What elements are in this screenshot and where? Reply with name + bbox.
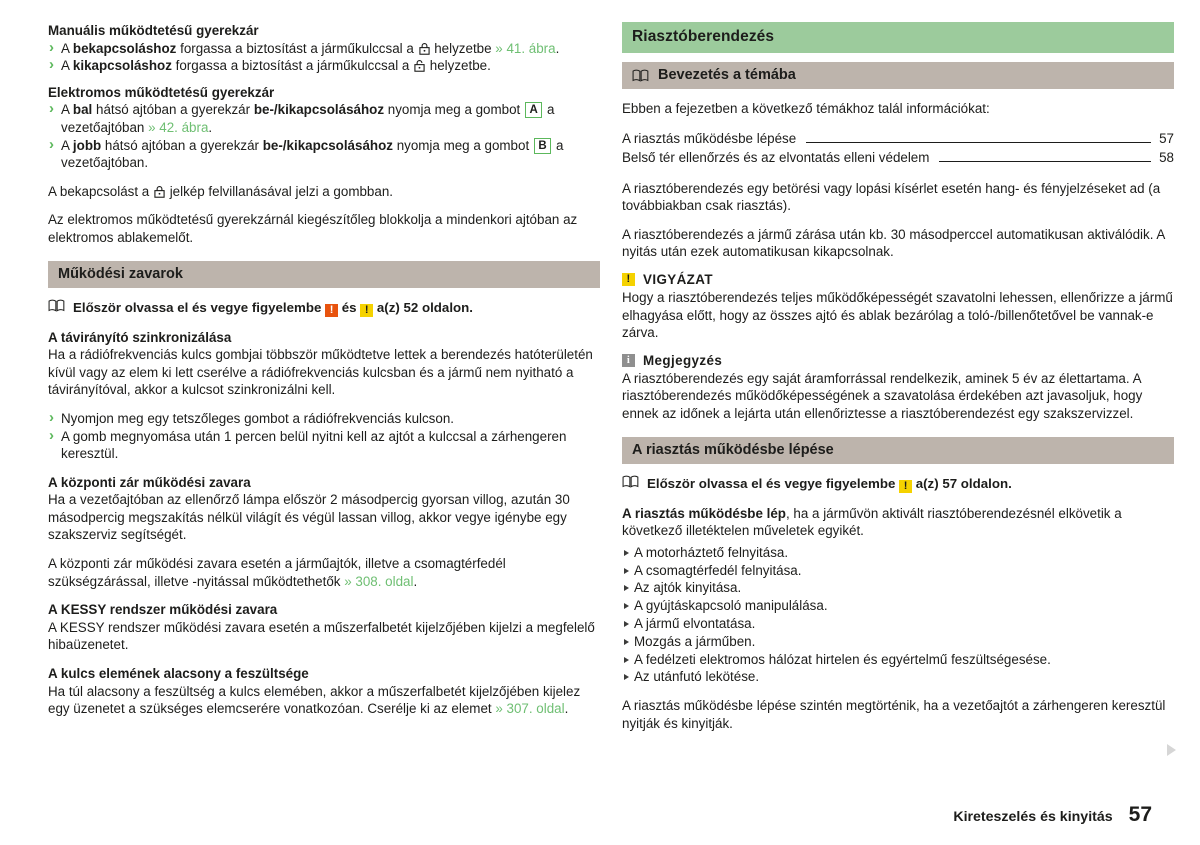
info-icon: i (622, 354, 635, 367)
text: A központi zár működési zavara esetén a járműajtók, illetve a csomagtérfedél szükségzárással, illetve -nyitással működtethetők (48, 556, 506, 589)
text: a(z) 57 oldalon. (912, 475, 1012, 491)
warning-icon: ! (622, 273, 635, 286)
footer-page-number: 57 (1128, 803, 1152, 826)
warning-icon: ! (360, 304, 373, 317)
list-item (48, 137, 600, 172)
topic-body-kessy: A KESSY rendszer működési zavara esetén a műszerfalbetét kijelzőjében kijelzi a megfelelő hibaüzenetet. (48, 619, 595, 653)
paragraph-lock-symbol (48, 183, 600, 201)
text: . (413, 573, 418, 589)
topic-body-central-lock-2 (48, 555, 600, 590)
text: helyzetbe. (426, 58, 491, 74)
warning-icon: ! (899, 480, 912, 493)
danger-icon: ! (325, 304, 338, 317)
read-first-text (647, 475, 1012, 493)
text: hátsó ajtóban a gyerekzár (101, 137, 263, 153)
left-column (48, 22, 600, 729)
toc-row[interactable] (622, 129, 1174, 149)
book-icon (622, 475, 639, 488)
toc-row[interactable] (622, 148, 1174, 168)
cross-reference-link[interactable]: » 42. ábra (148, 119, 209, 135)
text: forgassa a biztosítást a járműkulccsal a (171, 58, 414, 74)
bold-text: bal (72, 102, 93, 118)
text: A (61, 40, 73, 56)
note-label: Megjegyzés (643, 352, 723, 368)
toc-label: A riasztás működésbe lépése (622, 130, 797, 146)
toc-page: 58 (1159, 150, 1174, 166)
topic-body-central-lock: Ha a vezetőajtóban az ellenőrző lámpa először 2 másodpercig gyorsan villog, azután 30 másodpercig megszakítás nélkül világít és végül lassan villog, akkor vegye igénybe egy szakszerviz segítségét. (48, 492, 570, 543)
list-item: › A gomb megnyomása után 1 percen belül nyitni kell az ajtót a kulccsal a zárhengeren keresztül. (48, 428, 600, 463)
read-first-text (73, 299, 473, 317)
callout-key-b: B (534, 138, 551, 154)
list-item (48, 57, 600, 75)
text: . (208, 119, 213, 135)
lock-icon (154, 185, 165, 197)
list-item (48, 40, 600, 58)
text: Először olvassa el és vegye figyelembe (73, 299, 326, 315)
read-first-note-right (622, 475, 1174, 493)
right-column (622, 22, 1174, 743)
text: nyomja meg a gombot (384, 102, 524, 118)
text: A (61, 58, 73, 74)
bold-text: kikapcsoláshoz (72, 58, 172, 74)
text: . (555, 40, 560, 56)
intro-paragraph-1: A riasztóberendezés egy betörési vagy lopási kísérlet esetén hang- és fényjelzéseket ad (a továbbiakban csak riasztás). (622, 180, 1161, 214)
list-item: A jármű elvontatása. (622, 615, 1174, 633)
electric-childlock-list (48, 101, 600, 171)
topic-heading-sync: A távirányító szinkronizálása (48, 329, 232, 345)
bold-text: A riasztás működésbe lép (622, 505, 786, 521)
callout-key-a: A (525, 102, 542, 118)
continuation-arrow-icon (1167, 744, 1176, 756)
text: . (564, 701, 569, 717)
text: A bekapcsolást a (48, 183, 153, 199)
book-icon (48, 299, 65, 312)
text: jelkép felvillanásával jelzi a gombban. (165, 183, 393, 199)
subsection-header-alarm-trigger: A riasztás működésbe lépése (622, 437, 1174, 464)
text: Először olvassa el és vegye figyelembe (647, 475, 900, 491)
list-item: A csomagtérfedél felnyitása. (622, 562, 1174, 580)
footer-section-title: Kireteszelés és kinyitás (953, 809, 1113, 825)
topic-toc (622, 129, 1174, 168)
text: helyzetbe (430, 40, 496, 56)
topic-body-sync: Ha a rádiófrekvenciás kulcs gombjai többször működtetve lettek a berendezés hatóterületén kívül vagy az elem ki lett cserélve a rádiófrekvenciás kulcsban és a jármű nem nyitható a távirányítóval, akkor a kulcsot szinkronizálni kell. (48, 347, 593, 398)
list-item: Az ajtók kinyitása. (622, 579, 1174, 597)
subheading-manual-childlock: Manuális működtetésű gyerekzár (48, 23, 259, 38)
bold-text: jobb (72, 137, 102, 153)
warning-callout-body: Hogy a riasztóberendezés teljes működőképességét szavatolni lehessen, ellenőrizze a jármű elhagyása előtt, hogy az összes ajtó és ablak bezárólag a toló-/billenőtetővel be vannak-e zárva. (622, 289, 1173, 341)
page-footer (953, 803, 1152, 827)
text: hátsó ajtóban a gyerekzár (92, 102, 254, 118)
text: a vezetőajtóban (61, 102, 555, 135)
toc-page: 57 (1159, 130, 1174, 146)
note-callout-body: A riasztóberendezés egy saját áramforrással rendelkezik, aminek 5 év az élettartama. A riasztóberendezés működőképességének a szavatolása érdekében azt javasoljuk, hogy ennek az időnek a lejárta után ellenőriztesse a riasztóberendezést egy szakszervizzel. (622, 370, 1143, 421)
cross-reference-link[interactable]: » 307. oldal (495, 701, 565, 717)
toc-leader (939, 161, 1151, 162)
text: Ha túl alacsony a feszültség a kulcs elemében, akkor a műszerfalbetét kijelzőjében kijelez egy üzenetet a szükséges elemcserére vonatkozóan. Cserélje ki az elemet (48, 683, 581, 717)
note-callout-title (622, 353, 1174, 368)
manual-childlock-list (48, 40, 600, 75)
sync-steps-list (48, 410, 600, 463)
read-first-note-left (48, 299, 600, 317)
list-item: Az utánfutó lekötése. (622, 668, 1174, 686)
alarm-trigger-closing: A riasztás működésbe lépése szintén megtörténik, ha a vezetőajtót a zárhengeren keresztül nyitják és kinyitják. (622, 698, 1166, 731)
warning-callout-title (622, 272, 1174, 287)
lock-closed-icon (419, 42, 430, 54)
lock-open-icon (414, 59, 425, 71)
toc-leader (806, 142, 1151, 143)
list-item: A gyújtáskapcsoló manipulálása. (622, 597, 1174, 615)
text: a vezetőajtóban. (61, 137, 564, 171)
topic-heading-kessy: A KESSY rendszer működési zavara (48, 602, 278, 618)
intro-paragraph-2: A riasztóberendezés a jármű zárása után kb. 30 másodperccel automatikusan aktiválódik. A nyitás után ezek automatikusan kikapcsolnak. (622, 226, 1165, 260)
warning-label: VIGYÁZAT (643, 271, 713, 287)
subsection-header-intro (622, 62, 1174, 89)
text: forgassa a biztosítást a járműkulccsal a (176, 40, 418, 56)
subsection-header-label: Bevezetés a témába (658, 67, 796, 83)
bold-text: be-/kikapcsolásához (262, 137, 393, 153)
section-header-malfunctions: Működési zavarok (48, 261, 600, 288)
list-item: Mozgás a járműben. (622, 633, 1174, 651)
topic-body-battery (48, 683, 600, 718)
toc-label: Belső tér ellenőrzés és az elvontatás elleni védelem (622, 150, 930, 166)
topic-heading-central-lock: A központi zár működési zavara (48, 474, 251, 490)
text: és (338, 299, 361, 315)
alarm-trigger-list (622, 544, 1174, 686)
subheading-electric-childlock: Elektromos működtetésű gyerekzár (48, 84, 275, 100)
bold-text: bekapcsoláshoz (72, 40, 177, 56)
alarm-trigger-lead (622, 505, 1174, 540)
list-item: A motorháztető felnyitása. (622, 544, 1174, 562)
paragraph-window-block: Az elektromos működtetésű gyerekzárnál kiegészítőleg blokkolja a mindenkori ajtóban az elektromos ablakemelőt. (48, 212, 578, 245)
topic-heading-battery: A kulcs elemének alacsony a feszültsége (48, 666, 309, 682)
text: a(z) 52 oldalon. (373, 299, 473, 315)
text: nyomja meg a gombot (392, 137, 533, 153)
bold-text: be-/kikapcsolásához (253, 102, 385, 118)
book-icon (632, 69, 649, 82)
text: A (61, 137, 73, 153)
intro-lead: Ebben a fejezetben a következő témákhoz talál információkat: (622, 101, 990, 116)
cross-reference-link[interactable]: » 308. oldal (344, 573, 414, 589)
section-header-alarm: Riasztóberendezés (622, 22, 1174, 53)
list-item: › Nyomjon meg egy tetszőleges gombot a rádiófrekvenciás kulcson. (48, 410, 600, 428)
list-item (48, 101, 600, 136)
list-item: A fedélzeti elektromos hálózat hirtelen és egyértelmű feszültségesése. (622, 651, 1174, 669)
text: , ha a járművön aktivált riasztóberendezésnél elkövetik a következő illetéktelen műveletek egyikét. (622, 505, 1122, 539)
cross-reference-link[interactable]: » 41. ábra (495, 40, 556, 56)
text: A (61, 102, 73, 118)
